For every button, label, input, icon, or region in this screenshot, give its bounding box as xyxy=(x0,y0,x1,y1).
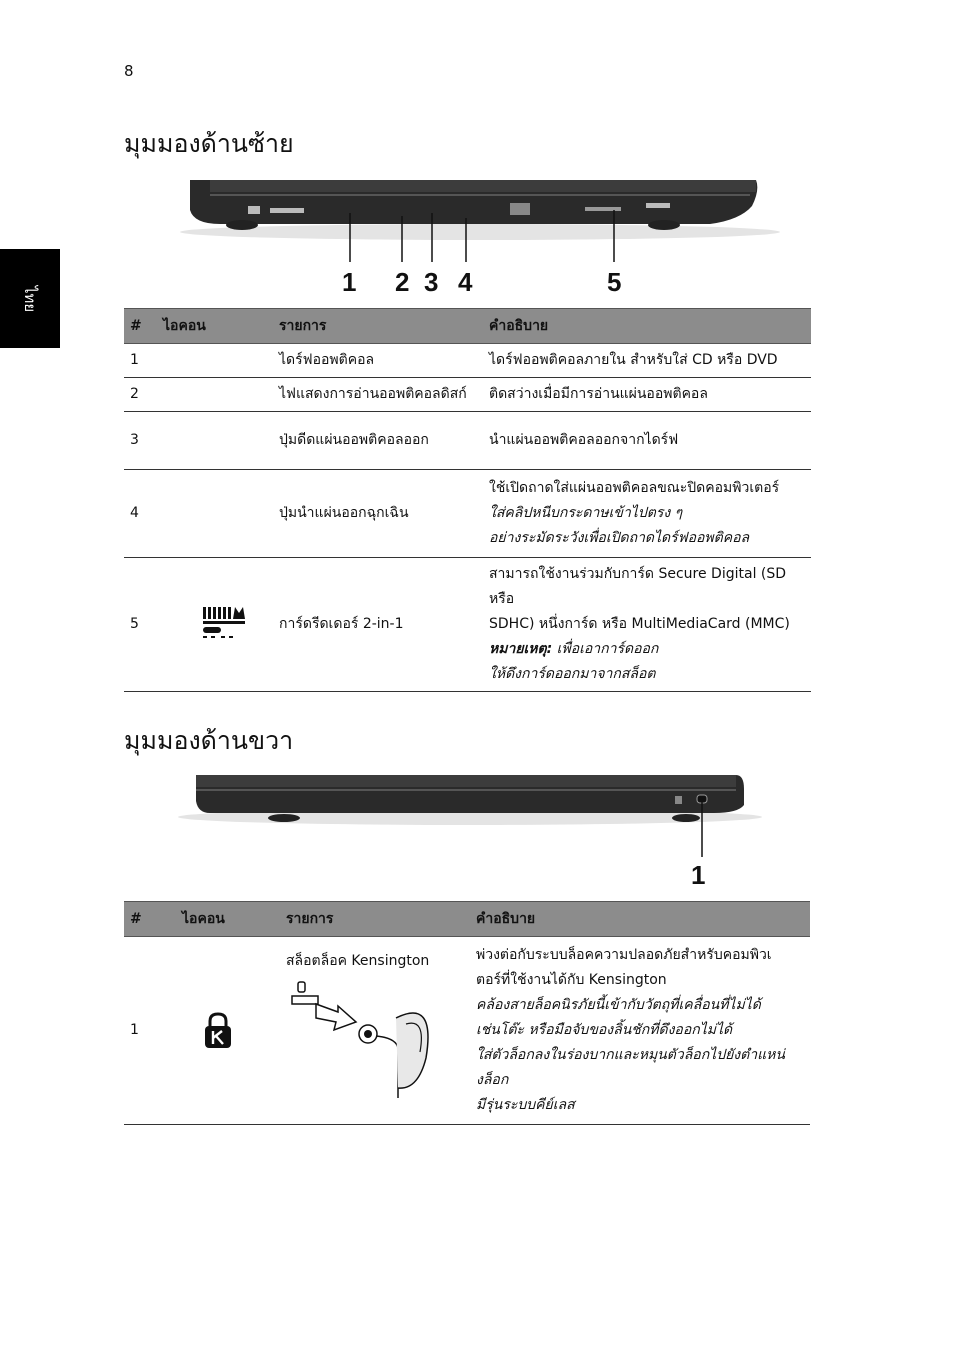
kensington-lock-icon xyxy=(202,1011,234,1051)
header-item: รายการ xyxy=(273,309,483,344)
callout-4: 4 xyxy=(458,267,473,297)
row-description-line: พ่วงต่อกับระบบล็อคความปลอดภัยสำหรับคอมพิวเ xyxy=(476,947,772,963)
row-icon-cell xyxy=(157,558,273,692)
row-icon-cell xyxy=(157,378,273,412)
row-number: 1 xyxy=(124,344,157,378)
header-number: # xyxy=(124,902,176,937)
table-header-row xyxy=(124,309,811,344)
laptop-right-side-image xyxy=(170,765,770,857)
right-callout-1: 1 xyxy=(691,860,706,890)
kensington-lock-illustration xyxy=(286,978,436,1100)
row-description-italic-line: ใส่ตัวล็อกลงในร่องบากและหมุนตัวล็อกไปยังตำแหน่ xyxy=(476,1047,785,1063)
language-side-tab xyxy=(0,249,60,348)
left-callout-leaders xyxy=(150,250,790,262)
header-item: รายการ xyxy=(280,902,470,937)
row-description: นำแผ่นออพติคอลออกจากไดร์ฟ xyxy=(483,412,811,470)
row-description-italic-line: มีรุ่นระบบคีย์เลส xyxy=(476,1097,575,1113)
right-view-title: มุมมองด้านขวา xyxy=(124,726,294,755)
table-row xyxy=(124,412,811,470)
row-number: 3 xyxy=(124,412,157,470)
row-item: ปุ่มนำแผ่นออกฉุกเฉิน xyxy=(273,470,483,558)
note-text: เพื่อเอาการ์ดออก xyxy=(552,641,659,657)
row-description: ติดสว่างเมื่อมีการอ่านแผ่นออพติคอล xyxy=(483,378,811,412)
row-item: สล็อตล็อค Kensington xyxy=(286,953,430,969)
row-icon-cell xyxy=(157,344,273,378)
callout-2: 2 xyxy=(395,267,410,297)
row-description: ไดร์ฟออพติคอลภายใน สำหรับใส่ CD หรือ DVD xyxy=(483,344,811,378)
row-description-italic-line: ให้ดึงการ์ดออกมาจากสล็อต xyxy=(489,666,656,682)
header-description: คำอธิบาย xyxy=(483,309,811,344)
right-view-table xyxy=(124,901,810,1125)
row-description-italic-line: งล็อก xyxy=(476,1072,509,1088)
row-item: ไฟแสดงการอ่านออพติคอลดิสก์ xyxy=(273,378,483,412)
row-note-line xyxy=(489,637,805,662)
row-item-cell xyxy=(280,937,470,1125)
row-number: 4 xyxy=(124,470,157,558)
table-header-row xyxy=(124,902,810,937)
row-item: การ์ดรีดเดอร์ 2-in-1 xyxy=(273,558,483,692)
row-icon-cell xyxy=(157,470,273,558)
row-description-italic-line: ใส่คลิปหนีบกระดาษเข้าไปตรง ๆ xyxy=(489,505,683,521)
page-number: 8 xyxy=(124,62,134,80)
header-icon: ไอคอน xyxy=(176,902,280,937)
callout-3: 3 xyxy=(424,267,439,297)
row-icon-cell xyxy=(157,412,273,470)
row-description-line: สามารถใช้งานร่วมกับการ์ด Secure Digital (SD หรือ xyxy=(489,566,787,607)
row-item: ไดร์ฟออพติคอล xyxy=(273,344,483,378)
left-view-title: มุมมองด้านซ้าย xyxy=(124,129,294,158)
callout-1: 1 xyxy=(342,267,357,297)
row-description-italic-line: คล้องสายล็อคนิรภัยนี้เข้ากับวัตถุที่เคลื่อนที่ไม่ได้ xyxy=(476,997,761,1013)
table-row xyxy=(124,558,811,692)
row-item: ปุ่มดีดแผ่นออพติคอลออก xyxy=(273,412,483,470)
language-side-tab-label: ไทย xyxy=(21,285,39,312)
table-row xyxy=(124,470,811,558)
row-description-line: ตอร์ที่ใช้งานได้กับ Kensington xyxy=(476,972,667,988)
callout-5: 5 xyxy=(607,267,622,297)
row-description-italic-line: อย่างระมัดระวังเพื่อเปิดถาดไดร์ฟออพติคอล xyxy=(489,530,750,546)
row-description-line: ใช้เปิดถาดใส่แผ่นออพติคอลขณะปิดคอมพิวเตอร์ xyxy=(489,480,780,496)
note-label: หมายเหตุ: xyxy=(489,641,553,657)
multimediacard-sd-icon xyxy=(201,605,267,645)
row-number: 2 xyxy=(124,378,157,412)
table-row xyxy=(124,937,810,1125)
row-description xyxy=(483,558,811,692)
table-row xyxy=(124,378,811,412)
row-description-line: SDHC) หนึ่งการ์ด หรือ MultiMediaCard (MMC) xyxy=(489,616,790,632)
laptop-left-side-image xyxy=(150,170,790,250)
header-number: # xyxy=(124,309,157,344)
row-icon-cell xyxy=(176,937,280,1125)
header-icon: ไอคอน xyxy=(157,309,273,344)
row-description-italic-line: เช่นโต๊ะ หรือมือจับของลิ้นชักที่ดึงออกไม่ได้ xyxy=(476,1022,733,1038)
header-description: คำอธิบาย xyxy=(470,902,810,937)
row-number: 5 xyxy=(124,558,157,692)
row-number: 1 xyxy=(124,937,176,1125)
row-description xyxy=(483,470,811,558)
table-row xyxy=(124,344,811,378)
row-description xyxy=(470,937,810,1125)
left-view-table xyxy=(124,308,811,692)
